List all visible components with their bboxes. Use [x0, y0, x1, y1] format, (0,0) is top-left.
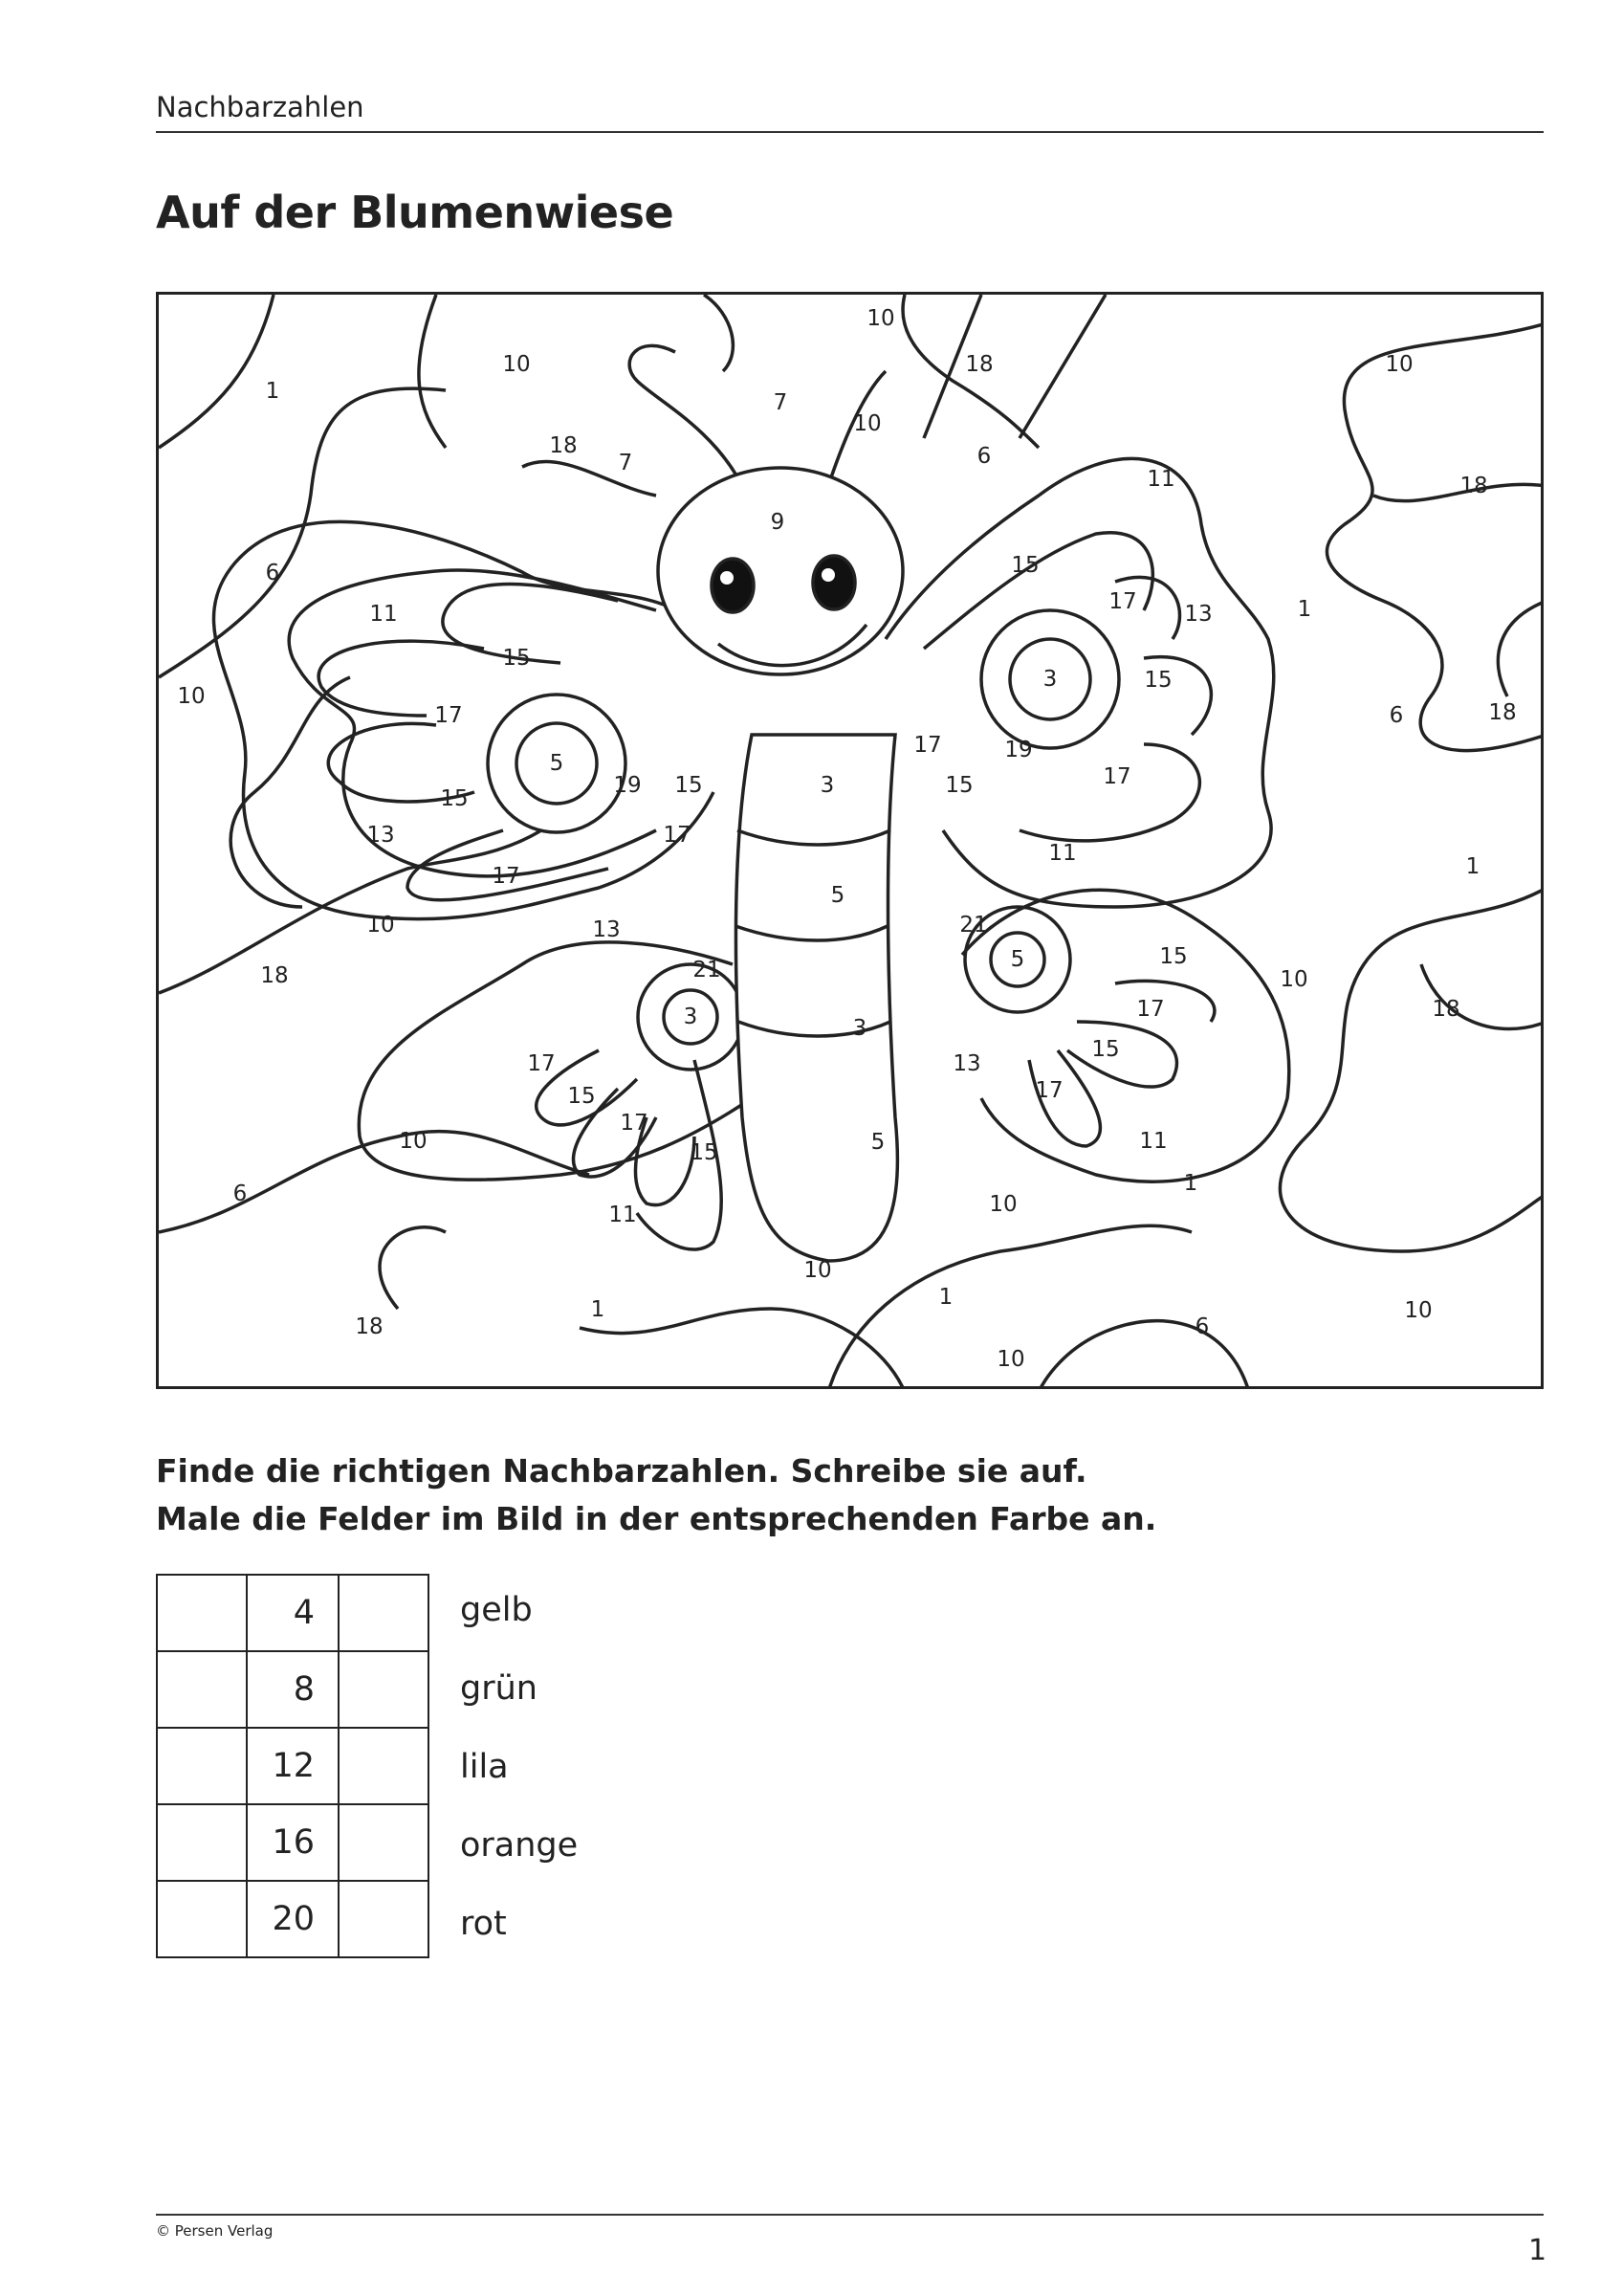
region-number: 10: [866, 306, 895, 331]
region-number: 15: [674, 773, 703, 798]
region-number: 5: [549, 751, 564, 776]
region-number: 1: [938, 1285, 954, 1310]
header-divider: [156, 131, 1544, 133]
region-number: 18: [1432, 997, 1460, 1022]
region-number: 13: [366, 823, 395, 848]
instruction-line-2: Male die Felder im Bild in der entsprechenden Farbe an.: [156, 1500, 1157, 1537]
page-number: 1: [1528, 2234, 1547, 2267]
region-number: 11: [608, 1203, 637, 1227]
given-number: 16: [247, 1804, 339, 1881]
color-label-green: grün: [460, 1669, 537, 1708]
region-number: 10: [853, 411, 882, 436]
region-number: 19: [613, 773, 642, 798]
region-number: 1: [590, 1297, 605, 1322]
region-number: 13: [592, 917, 621, 942]
given-number: 8: [247, 1651, 339, 1728]
region-number: 15: [1159, 944, 1188, 969]
region-number: 5: [830, 883, 845, 908]
region-number: 6: [265, 561, 280, 585]
region-number: 5: [870, 1130, 886, 1155]
region-number: 10: [1385, 352, 1414, 377]
region-number: 18: [355, 1314, 384, 1339]
region-number: 3: [852, 1016, 867, 1041]
region-number: 9: [770, 510, 785, 535]
region-number: 13: [1184, 602, 1213, 627]
region-number: 15: [440, 786, 469, 811]
region-number: 6: [232, 1181, 248, 1206]
region-number: 11: [1048, 841, 1077, 866]
region-number: 1: [1465, 854, 1480, 879]
region-number: 15: [502, 646, 531, 671]
given-number: 4: [247, 1575, 339, 1651]
region-number: 19: [1004, 738, 1033, 762]
region-number: 17: [492, 864, 520, 889]
table-row: [157, 1575, 428, 1651]
region-number: 10: [366, 913, 395, 938]
region-number: 17: [1035, 1078, 1064, 1103]
region-number: 15: [1144, 668, 1173, 693]
region-number: 17: [1103, 764, 1131, 789]
successor-field[interactable]: [339, 1651, 428, 1728]
predecessor-field[interactable]: [157, 1881, 247, 1957]
page-title: Auf der Blumenwiese: [156, 187, 674, 238]
successor-field[interactable]: [339, 1728, 428, 1804]
given-number: 20: [247, 1881, 339, 1957]
region-number: 21: [959, 913, 988, 938]
region-number: 11: [1147, 467, 1175, 492]
region-number: 10: [399, 1129, 428, 1154]
region-number: 11: [369, 602, 398, 627]
region-number: 17: [527, 1051, 556, 1076]
region-number: 10: [177, 684, 206, 709]
predecessor-field[interactable]: [157, 1728, 247, 1804]
table-row: [157, 1651, 428, 1728]
region-number: 17: [663, 823, 691, 848]
region-number: 3: [1042, 667, 1058, 692]
color-by-number-picture: [156, 292, 1544, 1389]
region-number: 13: [953, 1051, 981, 1076]
region-number: 1: [1183, 1171, 1198, 1196]
region-number: 15: [690, 1140, 718, 1165]
color-label-yellow: gelb: [460, 1591, 533, 1629]
copyright: © Persen Verlag: [156, 2222, 274, 2240]
predecessor-field[interactable]: [157, 1651, 247, 1728]
region-number: 18: [549, 433, 578, 458]
region-number: 5: [1010, 947, 1025, 972]
region-number: 17: [620, 1111, 648, 1136]
region-number: 17: [1108, 589, 1137, 614]
region-number: 10: [1404, 1298, 1433, 1323]
region-number: 15: [1011, 553, 1040, 578]
color-label-red: rot: [460, 1905, 507, 1943]
region-number: 18: [1459, 474, 1488, 498]
region-number: 10: [502, 352, 531, 377]
region-number: 10: [803, 1258, 832, 1283]
predecessor-field[interactable]: [157, 1804, 247, 1881]
region-number: 3: [683, 1004, 698, 1029]
successor-field[interactable]: [339, 1881, 428, 1957]
instruction-line-1: Finde die richtigen Nachbarzahlen. Schreibe sie auf.: [156, 1452, 1087, 1490]
region-number: 17: [913, 733, 942, 758]
region-number: 7: [618, 451, 633, 475]
table-row: [157, 1804, 428, 1881]
region-number: 18: [1488, 700, 1517, 725]
region-number: 15: [567, 1084, 596, 1109]
color-label-purple: lila: [460, 1748, 509, 1786]
region-number: 17: [434, 703, 463, 728]
region-number: 6: [1195, 1314, 1210, 1339]
successor-field[interactable]: [339, 1575, 428, 1651]
region-number: 18: [965, 352, 994, 377]
neighbor-numbers-table: [156, 1574, 429, 1958]
region-number: 3: [820, 773, 835, 798]
section-header: Nachbarzahlen: [156, 91, 364, 123]
footer-divider: [156, 2214, 1544, 2216]
region-number: 21: [692, 958, 721, 982]
region-number: 6: [976, 444, 992, 469]
region-number: 17: [1136, 997, 1165, 1022]
region-number: 7: [773, 390, 788, 415]
predecessor-field[interactable]: [157, 1575, 247, 1651]
given-number: 12: [247, 1728, 339, 1804]
table-row: [157, 1728, 428, 1804]
successor-field[interactable]: [339, 1804, 428, 1881]
color-label-orange: orange: [460, 1826, 579, 1865]
region-number: 15: [1091, 1037, 1120, 1062]
region-number: 1: [1297, 597, 1312, 622]
region-number: 10: [997, 1347, 1025, 1372]
table-row: [157, 1881, 428, 1957]
region-number: 10: [1280, 967, 1308, 992]
region-number: 11: [1139, 1129, 1168, 1154]
region-number: 15: [945, 773, 974, 798]
region-number: 6: [1389, 703, 1404, 728]
region-number: 1: [265, 379, 280, 404]
region-number: 18: [260, 963, 289, 988]
region-number: 10: [989, 1192, 1018, 1217]
